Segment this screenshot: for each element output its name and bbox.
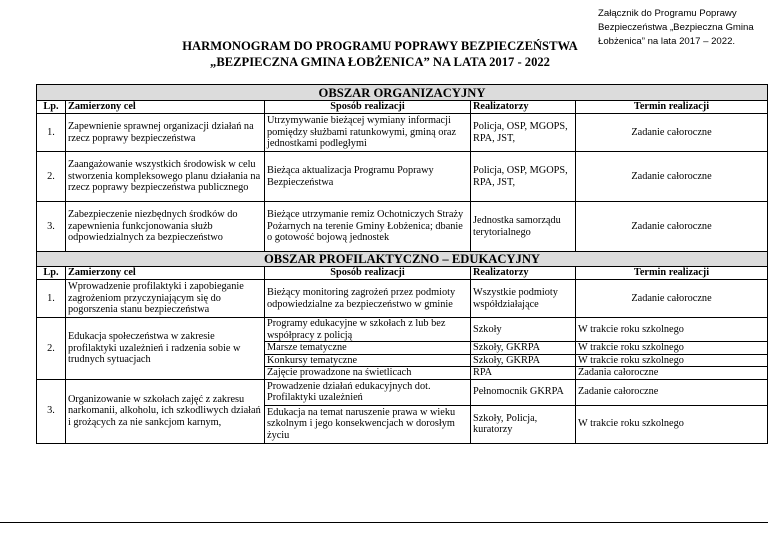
cell-executors: Pełnomocnik GKRPA xyxy=(471,379,576,405)
title-line-1: HARMONOGRAM DO PROGRAMU POPRAWY BEZPIECZEŃSTWA xyxy=(182,39,578,53)
section-title: OBSZAR PROFILAKTYCZNO – EDUKACYJNY xyxy=(37,252,768,267)
cell-method: Bieżący monitoring zagrożeń przez podmioty odpowiedzialne za bezpieczeństwo w gminie xyxy=(265,280,471,318)
cell-method: Konkursy tematyczne xyxy=(265,354,471,367)
cell-executors: Jednostka samorządu terytorialnego xyxy=(471,202,576,252)
cell-method: Zajęcie prowadzone na świetlicach xyxy=(265,367,471,380)
cell-goal: Organizowanie w szkołach zajęć z zakresu narkomanii, alkoholu, ich szkodliwych działań i grożących za nie sankcjom karnym, xyxy=(66,379,265,443)
cell-term: Zadania całoroczne xyxy=(576,367,768,380)
annex-line-1: Załącznik do Programu Poprawy xyxy=(598,8,737,19)
col-method: Sposób realizacji xyxy=(265,101,471,114)
cell-executors: Szkoły, Policja, kuratorzy xyxy=(471,405,576,443)
cell-term: Zadanie całoroczne xyxy=(576,152,768,202)
section-prophylactic-header xyxy=(37,252,768,267)
cell-method: Bieżąca aktualizacja Programu Poprawy Bezpieczeństwa xyxy=(265,152,471,202)
col-method: Sposób realizacji xyxy=(265,267,471,280)
cell-goal: Wprowadzenie profilaktyki i zapobieganie zagrożeniom przyczyniającym się do pogorszenia stanu bezpieczeństwa xyxy=(66,280,265,318)
cell-method: Bieżące utrzymanie remiz Ochotniczych Straży Pożarnych na terenie Gminy Łobżenica; dbanie o gotowość bojową jednostek xyxy=(265,202,471,252)
col-lp: Lp. xyxy=(37,101,66,114)
cell-goal: Zaangażowanie wszystkich środowisk w celu stworzenia kompleksowego planu działania na rzecz poprawy bezpieczeństwa publicznego xyxy=(66,152,265,202)
table-row xyxy=(37,202,768,252)
cell-term: Zadanie całoroczne xyxy=(576,379,768,405)
cell-goal: Zapewnienie sprawnej organizacji działań na rzecz poprawy bezpieczeństwa xyxy=(66,114,265,152)
cell-lp: 2. xyxy=(37,318,66,380)
table-row xyxy=(37,152,768,202)
cell-term: Zadanie całoroczne xyxy=(576,114,768,152)
cell-lp: 3. xyxy=(37,202,66,252)
cell-term: W trakcie roku szkolnego xyxy=(576,342,768,355)
cell-term: W trakcie roku szkolnego xyxy=(576,318,768,342)
document-title xyxy=(130,38,630,70)
table-row xyxy=(37,280,768,318)
cell-executors: Szkoły, GKRPA xyxy=(471,354,576,367)
annex-line-3: Łobżenica” na lata 2017 – 2022. xyxy=(598,36,736,47)
section-organizational-header xyxy=(37,85,768,101)
cell-executors: Szkoły, GKRPA xyxy=(471,342,576,355)
cell-executors: Szkoły xyxy=(471,318,576,342)
cell-method: Marsze tematyczne xyxy=(265,342,471,355)
cell-lp: 2. xyxy=(37,152,66,202)
col-goal: Zamierzony cel xyxy=(66,101,265,114)
cell-method: Utrzymywanie bieżącej wymiany informacji pomiędzy służbami ratunkowymi, gminą oraz jednostkami podległymi xyxy=(265,114,471,152)
cell-term: W trakcie roku szkolnego xyxy=(576,405,768,443)
cell-executors: Wszystkie podmioty współdziałające xyxy=(471,280,576,318)
cell-lp: 1. xyxy=(37,280,66,318)
cell-term: W trakcie roku szkolnego xyxy=(576,354,768,367)
col-lp: Lp. xyxy=(37,267,66,280)
cell-lp: 3. xyxy=(37,379,66,443)
cell-goal: Zabezpieczenie niezbędnych środków do zapewnienia funkcjonowania służb odpowiedzialnych za bezpieczeństwo xyxy=(66,202,265,252)
table-row xyxy=(37,379,768,405)
cell-term: Zadanie całoroczne xyxy=(576,202,768,252)
cell-executors: Policja, OSP, MGOPS, RPA, JST, xyxy=(471,152,576,202)
column-header-row xyxy=(37,101,768,114)
cell-lp: 1. xyxy=(37,114,66,152)
table-row xyxy=(37,318,768,342)
title-line-2: „BEZPIECZNA GMINA ŁOBŻENICA” NA LATA 2017 - 2022 xyxy=(210,55,550,69)
page-bottom-rule xyxy=(0,522,768,523)
cell-method: Edukacja na temat naruszenie prawa w wieku szkolnym i jego konsekwencjach w dorosłym życiu xyxy=(265,405,471,443)
col-executors: Realizatorzy xyxy=(471,267,576,280)
col-term: Termin realizacji xyxy=(576,101,768,114)
cell-term: Zadanie całoroczne xyxy=(576,280,768,318)
cell-goal: Edukacja społeczeństwa w zakresie profilaktyki uzależnień i radzenia sobie w trudnych sytuacjach xyxy=(66,318,265,380)
col-term: Termin realizacji xyxy=(576,267,768,280)
section-title: OBSZAR ORGANIZACYJNY xyxy=(37,85,768,101)
annex-line-2: Bezpieczeństwa „Bezpieczna Gmina xyxy=(598,22,754,33)
schedule-table xyxy=(36,84,768,444)
column-header-row xyxy=(37,267,768,280)
table-row xyxy=(37,114,768,152)
cell-method: Prowadzenie działań edukacyjnych dot. Profilaktyki uzależnień xyxy=(265,379,471,405)
col-goal: Zamierzony cel xyxy=(66,267,265,280)
col-executors: Realizatorzy xyxy=(471,101,576,114)
cell-executors: RPA xyxy=(471,367,576,380)
cell-executors: Policja, OSP, MGOPS, RPA, JST, xyxy=(471,114,576,152)
cell-method: Programy edukacyjne w szkołach z lub bez współpracy z policją xyxy=(265,318,471,342)
